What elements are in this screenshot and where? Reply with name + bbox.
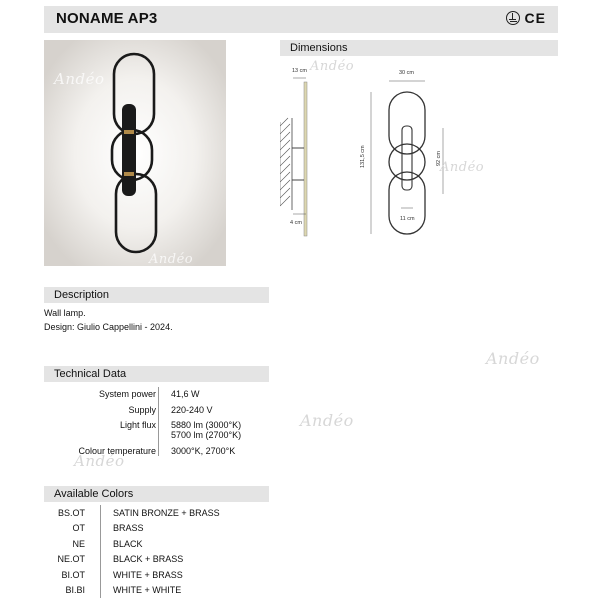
color-code: NE.OT xyxy=(57,554,85,564)
dimensions-section-header: Dimensions xyxy=(280,40,558,56)
technical-value: 5880 lm (3000°K) 5700 lm (2700°K) xyxy=(171,420,242,440)
technical-row xyxy=(44,420,284,440)
technical-label: Supply xyxy=(128,405,156,415)
color-code: BI.OT xyxy=(61,570,85,580)
color-code: BI.BI xyxy=(65,585,85,595)
certification-marks xyxy=(506,10,546,26)
ground-symbol-icon xyxy=(506,11,520,25)
center-width-label: 11 cm xyxy=(400,216,415,222)
front-height-label: 131,5 cm xyxy=(360,145,366,168)
center-height-label: 92 cm xyxy=(436,151,442,166)
description-line: Design: Giulio Cappellini - 2024. xyxy=(44,321,173,332)
color-code: NE xyxy=(72,539,85,549)
technical-row xyxy=(44,405,284,418)
colors-section-header: Available Colors xyxy=(44,486,269,502)
technical-label: System power xyxy=(98,389,156,399)
dimension-drawing xyxy=(280,56,558,246)
technical-data-section-header: Technical Data xyxy=(44,366,269,382)
technical-drawing xyxy=(280,56,558,246)
color-code: BS.OT xyxy=(57,508,85,518)
description-text xyxy=(44,307,173,334)
technical-label: Colour temperature xyxy=(78,446,156,456)
watermark-text: Andéo xyxy=(440,160,485,175)
color-row xyxy=(44,508,284,522)
technical-value: 41,6 W xyxy=(171,389,200,399)
color-row xyxy=(44,539,284,553)
watermark-text: Andéo xyxy=(74,452,125,470)
color-row xyxy=(44,523,284,537)
product-photo xyxy=(44,40,226,266)
watermark-text: Andéo xyxy=(149,252,194,267)
side-base-label: 4 cm xyxy=(290,220,302,226)
technical-value: 3000°K, 2700°K xyxy=(171,446,236,456)
color-name: WHITE + WHITE xyxy=(113,585,182,595)
technical-value: 220-240 V xyxy=(171,405,213,415)
watermark-text: Andéo xyxy=(310,59,355,74)
color-row xyxy=(44,554,284,568)
page-header xyxy=(44,6,558,33)
watermark-text: Andéo xyxy=(54,70,105,88)
side-depth-label: 13 cm xyxy=(292,68,307,74)
color-row xyxy=(44,585,284,599)
color-name: BLACK + BRASS xyxy=(113,554,184,564)
technical-row xyxy=(44,389,284,402)
watermark-text: Andéo xyxy=(300,411,354,430)
color-name: WHITE + BRASS xyxy=(113,570,183,580)
description-line: Wall lamp. xyxy=(44,308,86,318)
color-code: OT xyxy=(72,523,85,533)
color-name: SATIN BRONZE + BRASS xyxy=(113,508,220,518)
product-title: NONAME AP3 xyxy=(56,10,158,27)
color-name: BRASS xyxy=(113,523,144,533)
color-name: BLACK xyxy=(113,539,143,549)
front-width-label: 30 cm xyxy=(399,70,414,76)
description-section-header: Description xyxy=(44,287,269,303)
watermark-text: Andéo xyxy=(486,349,540,368)
color-row xyxy=(44,570,284,584)
technical-row xyxy=(44,446,284,459)
technical-label: Light flux xyxy=(119,420,156,430)
ce-mark-icon: CE xyxy=(524,10,546,26)
